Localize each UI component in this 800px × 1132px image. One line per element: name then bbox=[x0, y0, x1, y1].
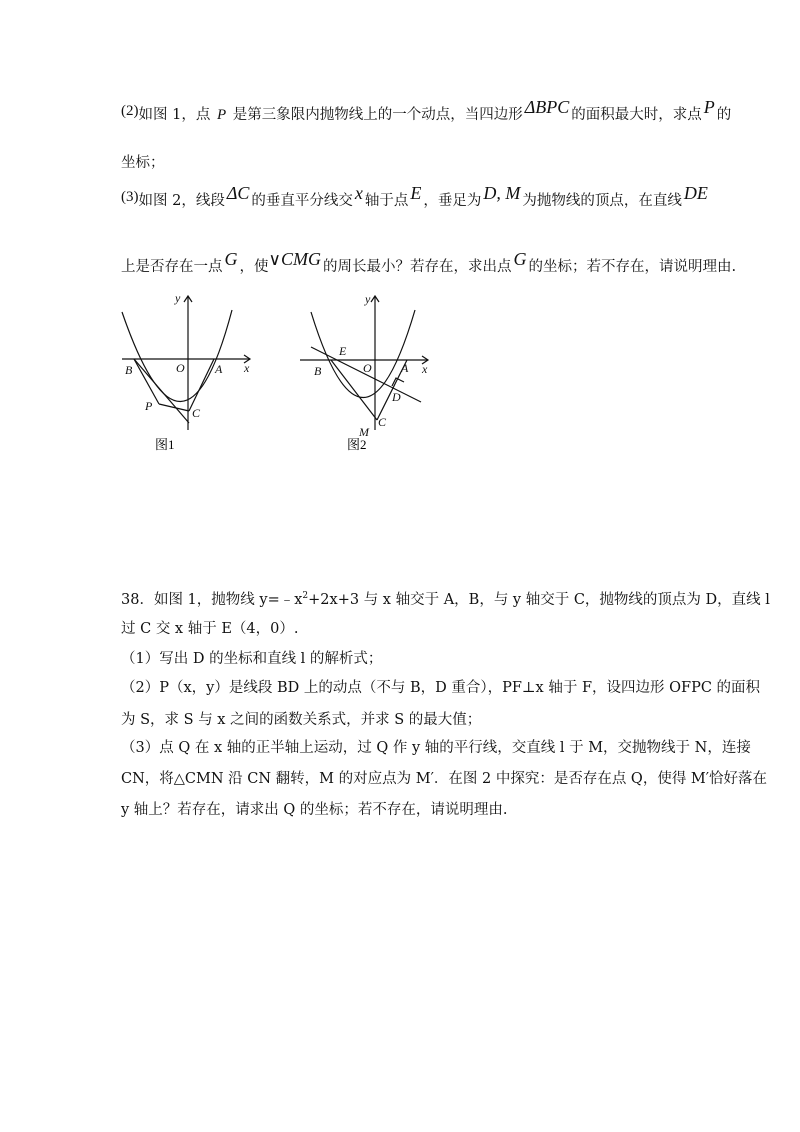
fig1-segment-bp bbox=[134, 359, 159, 404]
fig1-label-b: B bbox=[125, 363, 133, 377]
q38-line1: 38．如图 1，抛物线 $y=﹣x^2+2x+3$ 与 x 轴交于 A，B，与 y 轴交于 C，抛物线的顶点为 D，直线 l bbox=[121, 591, 770, 608]
fig1-label-o: O bbox=[176, 361, 185, 375]
fig1-parabola bbox=[122, 310, 232, 402]
fig1-label-c: C bbox=[192, 406, 201, 420]
fig2-label-e: E bbox=[339, 344, 347, 358]
fig2-label-y: y bbox=[365, 292, 371, 306]
fig2-label-x: x bbox=[422, 362, 428, 376]
q38-line2: 过 C 交 x 轴于 E（4，0）. bbox=[121, 621, 299, 637]
fig2-label-b: B bbox=[314, 364, 322, 378]
q37-part3-line2: 上是否存在一点 G ，使∨CMG 的周长最小？若存在，求出点 G 的坐标；若不存在，请说明理由. bbox=[121, 249, 737, 275]
figure-1 bbox=[110, 290, 260, 460]
fig2-label-m: M bbox=[359, 425, 369, 439]
q38-line3: （1）写出 D 的坐标和直线 l 的解析式； bbox=[121, 651, 383, 667]
q38-line7: CN，将△CMN 沿 CN 翻转，M 的对应点为 M′．在图 2 中探究：是否存在点 Q，使得 M′恰好落在 bbox=[121, 771, 768, 787]
fig2-right-angle bbox=[392, 378, 404, 386]
fig2-label-c: C bbox=[378, 415, 387, 429]
fig2-parabola bbox=[311, 310, 415, 398]
q38-line6: （3）点 Q 在 x 轴的正半轴上运动，过 Q 作 y 轴的平行线，交直线 l 于 M，交抛物线于 N，连接 bbox=[121, 740, 751, 756]
q37-part2-line1: (2)如图 1，点 P 是第三象限内抛物线上的一个动点，当四边形 ΔBPC 的面积最大时，求点 P 的 bbox=[121, 97, 732, 123]
fig2-label-a: A bbox=[401, 361, 409, 375]
q37-part2-line2: 坐标； bbox=[121, 155, 165, 171]
fig1-segment-ac bbox=[189, 359, 214, 411]
fig2-label-d: D bbox=[392, 390, 401, 404]
fig1-label-y: y bbox=[175, 291, 181, 305]
fig1-label-p: P bbox=[145, 399, 153, 413]
fig1-label-a: A bbox=[215, 362, 223, 376]
fig2-label-o: O bbox=[363, 361, 372, 375]
q37-part3-line1: (3)如图 2，线段 ΔC 的垂直平分线交 x 轴于点 E ，垂足为 D, M 为抛物线的顶点，在直线 DE bbox=[121, 183, 708, 209]
figure-2 bbox=[297, 290, 447, 460]
fig1-label-x: x bbox=[244, 361, 250, 375]
q38-line5: 为 S，求 S 与 x 之间的函数关系式，并求 S 的最大值； bbox=[121, 712, 482, 728]
q38-line8: y 轴上？若存在，请求出 Q 的坐标；若不存在，请说明理由. bbox=[121, 802, 508, 818]
fig1-caption: 图1 bbox=[155, 437, 175, 452]
q38-line4: （2）P（x，y）是线段 BD 上的动点（不与 B，D 重合），PF⊥x 轴于 F，设四边形 OFPC 的面积 bbox=[121, 680, 761, 696]
fig2-caption: 图2 bbox=[347, 437, 367, 452]
